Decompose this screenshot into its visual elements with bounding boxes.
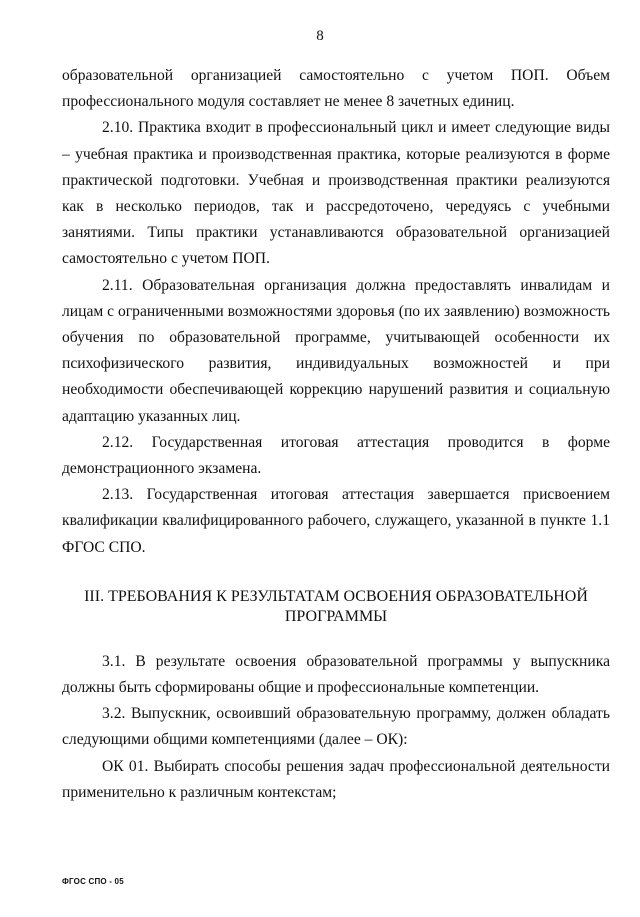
paragraph-3-2: 3.2. Выпускник, освоивший образовательную программу, должен обладать следующими общими компетенциями (далее – ОК): xyxy=(62,705,610,749)
paragraph-2-12: 2.12. Государственная итоговая аттестация проводится в форме демонстрационного экзамена. xyxy=(62,433,610,478)
paragraph-2-13: 2.13. Государственная итоговая аттестация завершается присвоением квалификации квалифицированного рабочего, служащего, указанной в пункте 1.1 ФГОС СПО. xyxy=(62,486,610,556)
paragraph-3-1: 3.1. В результате освоения образовательной программы у выпускника должны быть сформированы общие и профессиональные компетенции. xyxy=(62,652,610,697)
paragraph-2-10: 2.10. Практика входит в профессиональный цикл и имеет следующие виды – учебная практика и производственная практика, которые реализуются в форме практической подготовки. Учебная и производственная практики реализуются как в несколько периодов, так и рассредоточено, чередуясь с учебными занятиями. Типы практики устанавливаются образовательной организацией самостоятельно с учетом ПОП. xyxy=(62,119,610,268)
paragraph-ok-01: ОК 01. Выбирать способы решения задач профессиональной деятельности применительно к различным контекстам; xyxy=(62,757,610,801)
paragraph-continuation: образовательной организацией самостоятельно с учетом ПОП. Объем профессионального модуля составляет не менее 8 зачетных единиц. xyxy=(62,67,610,111)
section-heading xyxy=(62,587,610,627)
section-heading-line-1: III. ТРЕБОВАНИЯ К РЕЗУЛЬТАТАМ ОСВОЕНИЯ ОБРАЗОВАТЕЛЬНОЙ xyxy=(84,587,588,605)
document-body xyxy=(62,63,610,806)
footer-document-code: ФГОС СПО - 05 xyxy=(62,877,124,886)
paragraph-2-11: 2.11. Образовательная организация должна предоставлять инвалидам и лицам с ограниченными возможностями здоровья (по их заявлению) возможность обучения по образовательной программе, учитывающей особенности их психофизического развития, индивидуальных возможностей и при необходимости обеспечивающей коррекцию нарушений развития и социальную адаптацию указанных лиц. xyxy=(62,276,610,425)
page-number: 8 xyxy=(316,28,324,44)
section-heading-line-2: ПРОГРАММЫ xyxy=(284,607,388,625)
